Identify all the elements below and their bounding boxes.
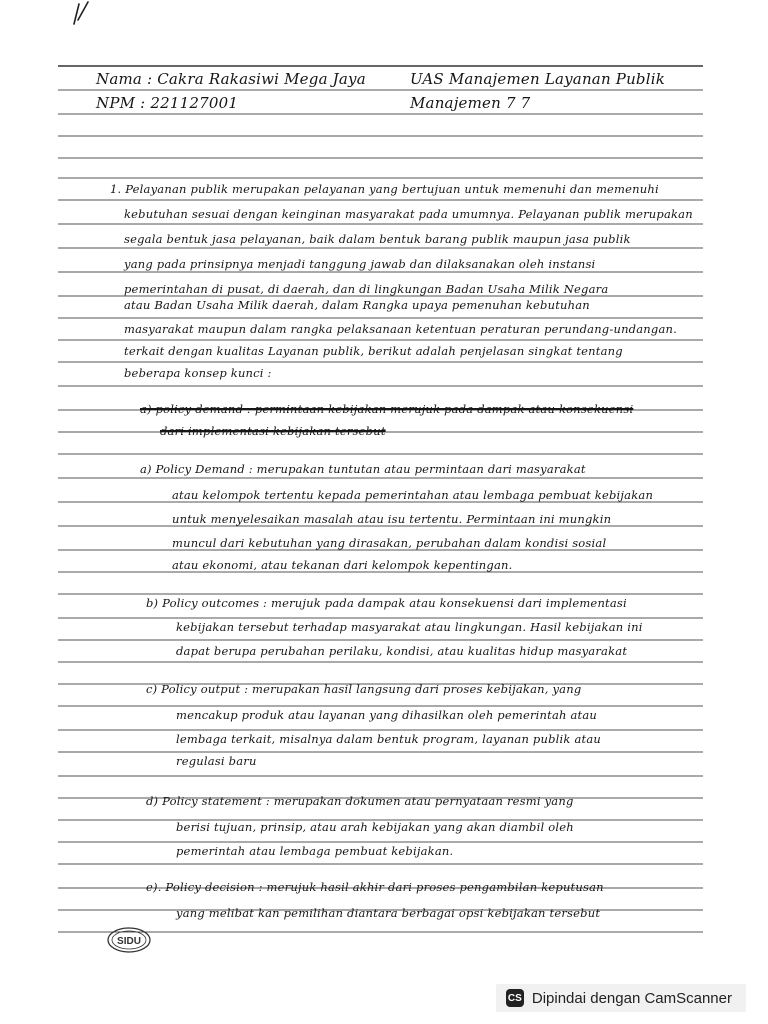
pen-stroke-mark <box>70 0 92 26</box>
intro-line: masyarakat maupun dalam rangka pelaksanaan ketentuan peraturan perundang-undangan. <box>124 322 677 336</box>
item-line: c) Policy output : merupakan hasil langsung dari proses kebijakan, yang <box>146 682 582 696</box>
item-line: e). Policy decision : merujuk hasil akhir dari proses pengambilan keputusan <box>146 880 604 894</box>
item-line: atau kelompok tertentu kepada pemerintahan atau lembaga pembuat kebijakan <box>172 488 654 502</box>
struck-line: dari implementasi kebijakan tersebut <box>160 424 386 438</box>
intro-line: 1. Pelayanan publik merupakan pelayanan yang bertujuan untuk memenuhi dan memenuhi <box>110 182 659 196</box>
watermark-text: Dipindai dengan CamScanner <box>531 989 732 1007</box>
name-line: Nama : Cakra Rakasiwi Mega Jaya <box>96 70 366 88</box>
item-line: dapat berupa perubahan perilaku, kondisi, atau kualitas hidup masyarakat <box>176 644 628 658</box>
item-line: d) Policy statement : merupakan dokumen atau pernyataan resmi yang <box>146 794 574 808</box>
course-line: UAS Manajemen Layanan Publik <box>410 70 666 88</box>
item-line: pemerintah atau lembaga pembuat kebijakan. <box>176 844 454 858</box>
intro-line: beberapa konsep kunci : <box>124 366 272 380</box>
item-line: a) Policy Demand : merupakan tuntutan atau permintaan dari masyarakat <box>140 462 586 476</box>
item-line: regulasi baru <box>176 754 257 768</box>
item-line: yang melibat kan pemilihan diantara berbagai opsi kebijakan tersebut <box>176 906 601 920</box>
item-line: berisi tujuan, prinsip, atau arah kebijakan yang akan diambil oleh <box>176 820 574 834</box>
intro-line: kebutuhan sesuai dengan keinginan masyarakat pada umumnya. Pelayanan publik merupakan <box>124 207 693 221</box>
camscanner-logo-icon: CS <box>506 989 524 1007</box>
intro-line: pemerintahan di pusat, di daerah, dan di lingkungan Badan Usaha Milik Negara <box>124 282 609 296</box>
notebook-brand-stamp <box>106 926 152 954</box>
intro-line: terkait dengan kualitas Layanan publik, berikut adalah penjelasan singkat tentang <box>124 344 623 358</box>
camscanner-watermark <box>496 984 746 1012</box>
intro-line: atau Badan Usaha Milik daerah, dalam Rangka upaya pemenuhan kebutuhan <box>124 298 590 312</box>
item-line: lembaga terkait, misalnya dalam bentuk program, layanan publik atau <box>176 732 601 746</box>
item-line: untuk menyelesaikan masalah atau isu tertentu. Permintaan ini mungkin <box>172 512 612 526</box>
npm-line: NPM : 221127001 <box>96 94 239 112</box>
item-line: kebijakan tersebut terhadap masyarakat atau lingkungan. Hasil kebijakan ini <box>176 620 643 634</box>
intro-line: segala bentuk jasa pelayanan, baik dalam bentuk barang publik maupun jasa publik <box>124 232 631 246</box>
item-line: mencakup produk atau layanan yang dihasilkan oleh pemerintah atau <box>176 708 598 722</box>
stamp-text: SIDU <box>117 936 141 947</box>
struck-line: a) policy demand : permintaan kebijakan merujuk pada dampak atau konsekuensi <box>140 402 634 416</box>
item-line: b) Policy outcomes : merujuk pada dampak atau konsekuensi dari implementasi <box>146 596 627 610</box>
item-line: atau ekonomi, atau tekanan dari kelompok kepentingan. <box>172 558 513 572</box>
intro-line: yang pada prinsipnya menjadi tanggung jawab dan dilaksanakan oleh instansi <box>124 257 596 271</box>
class-line: Manajemen 7 7 <box>410 94 531 112</box>
item-line: muncul dari kebutuhan yang dirasakan, perubahan dalam kondisi sosial <box>172 536 607 550</box>
